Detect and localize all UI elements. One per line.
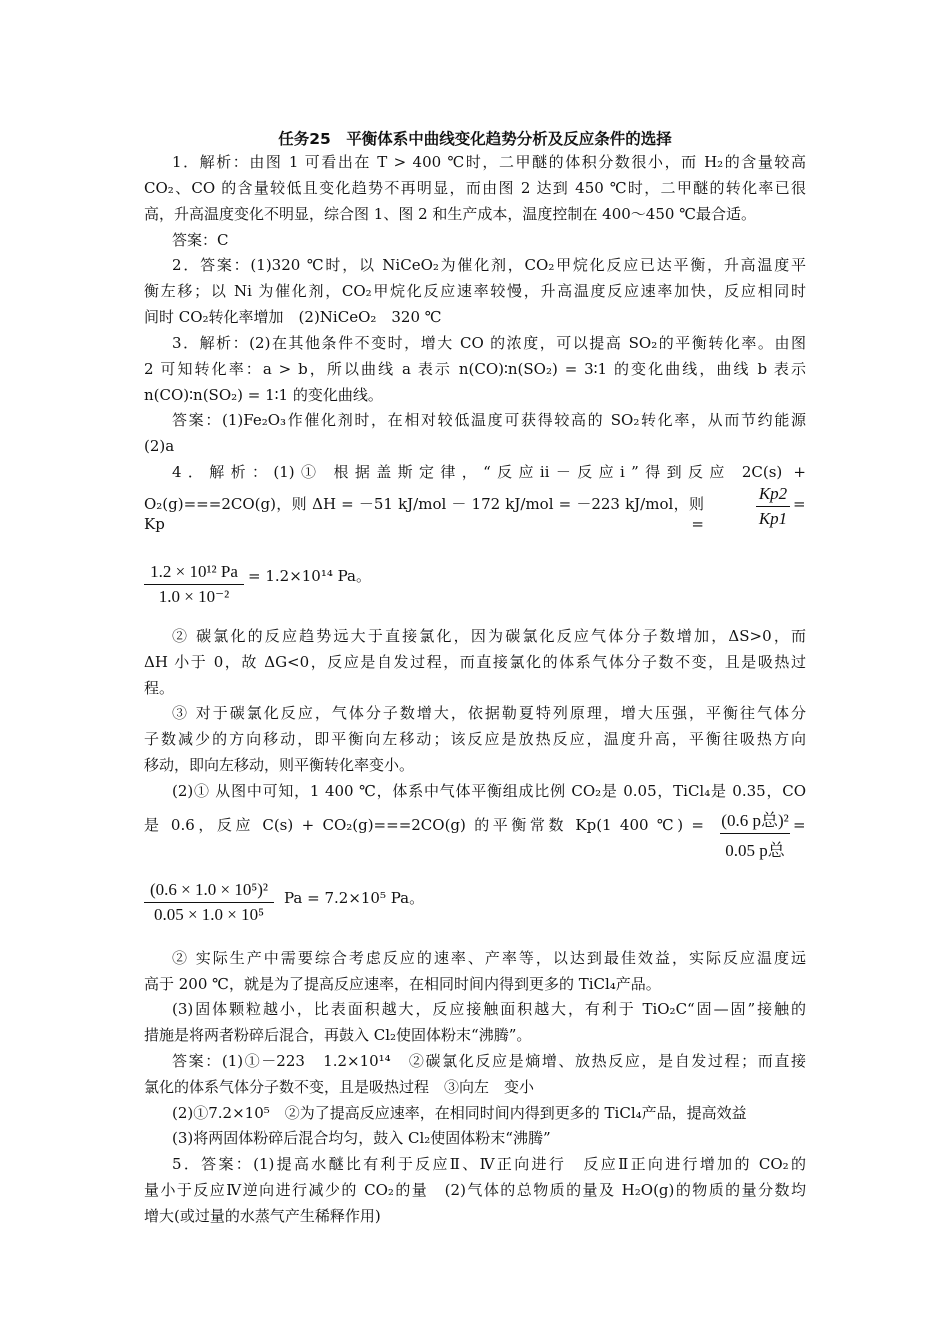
q3-line-1: 3．解析：(2)在其他条件不变时，增大 CO 的浓度，可以提高 SO₂的平衡转化率。由图 — [172, 334, 806, 352]
q4-line-2: O₂(g)===2CO(g)，则 ΔH = －51 kJ/mol － 172 kJ/mol = －223 kJ/mol，则 Kp = — [144, 495, 704, 533]
q4-line-2-equals: = — [793, 495, 806, 513]
q3-answer-line-1: 答案：(1)Fe₂O₃作催化剂时，在相对较低温度可获得较高的 SO₂转化率，从而节约能源 — [172, 411, 806, 429]
page-title: 任务25 平衡体系中曲线变化趋势分析及反应条件的选择 — [278, 130, 672, 148]
fraction-kp-1400-denominator: 0.05 p总 — [725, 841, 785, 860]
q1-line-2: CO₂、CO 的含量较低且变化趋势不再明显，而由图 2 达到 450 ℃时，二甲醚的转化率已很 — [144, 179, 806, 197]
fraction-kp-value-numerator: 1.2 × 10¹² Pa — [150, 562, 238, 581]
q4-p2-line-2: ΔH 小于 0，故 ΔG<0，反应是自发过程，而直接氯化的体系气体分子数不变，且是吸热过 — [144, 653, 806, 671]
fraction-kp-value-denominator: 1.0 × 10⁻² — [158, 587, 230, 606]
q4-answer-line-1: 答案：(1)①－223 1.2×10¹⁴ ②碳氯化反应是熵增、放热反应，是自发过程；而直接 — [172, 1052, 806, 1070]
fraction-kp — [756, 484, 790, 529]
q4-p4-line-1: (2)① 从图中可知，1 400 ℃，体系中气体平衡组成比例 CO₂是 0.05，TiCl₄是 0.35，CO — [172, 782, 806, 800]
q5-line-1: 5．答案：(1)提高水醚比有利于反应Ⅱ、Ⅳ正向进行 反应Ⅱ正向进行增加的 CO₂的 — [172, 1155, 806, 1173]
fraction-kp-value — [144, 562, 244, 607]
q4-answer-line-3: (2)①7.2×10⁵ ②为了提高反应速率，在相同时间内得到更多的 TiCl₄产品，提高效益 — [172, 1104, 747, 1122]
fraction-kp-1400-numerator: (0.6 p总)² — [721, 811, 789, 830]
q2-line-3: 间时 CO₂转化率增加 (2)NiCeO₂ 320 ℃ — [144, 308, 442, 326]
q4-answer-line-2: 氯化的体系气体分子数不变，且是吸热过程 ③向左 变小 — [144, 1078, 535, 1096]
q4-p2-line-3: 程。 — [144, 679, 175, 697]
q4-p4-line-2-equals: = — [793, 816, 806, 834]
q1-answer: 答案：C — [172, 231, 229, 249]
q4-line-1: 4．解析：(1)① 根据盖斯定律，“反应ⅱ－反应ⅰ”得到反应 2C(s) + — [172, 463, 806, 481]
q4-p6-line-2: 措施是将两者粉碎后混合，再鼓入 Cl₂使固体粉末“沸腾”。 — [144, 1026, 532, 1044]
q3-answer-line-2: (2)a — [144, 437, 175, 455]
fraction-kp-1400-value-numerator: (0.6 × 1.0 × 10⁵)² — [149, 880, 269, 899]
q4-p3-line-3: 移动，即向左移动，则平衡转化率变小。 — [144, 756, 415, 774]
q4-p4-line-2: 是 0.6，反应 C(s) + CO₂(g)===2CO(g) 的平衡常数 Kp(1 400 ℃) = — [144, 816, 704, 834]
fraction-kp-denominator: Kp1 — [758, 509, 788, 528]
q3-line-2: 2 可知转化率：a > b，所以曲线 a 表示 n(CO)∶n(SO₂) = 3∶1 的变化曲线，曲线 b 表示 — [144, 360, 806, 378]
q4-p3-line-1: ③ 对于碳氯化反应，气体分子数增大，依据勒夏特列原理，增大压强，平衡往气体分 — [172, 704, 806, 722]
q4-p3-line-2: 子数减少的方向移动，即平衡向左移动；该反应是放热反应，温度升高，平衡往吸热方向 — [144, 730, 806, 748]
q1-line-1: 1．解析：由图 1 可看出在 T > 400 ℃时，二甲醚的体积分数很小，而 H₂的含量较高 — [172, 153, 806, 171]
q5-line-3: 增大(或过量的水蒸气产生稀释作用) — [144, 1207, 381, 1225]
q2-line-2: 衡左移；以 Ni 为催化剂，CO₂甲烷化反应速率较慢，升高温度反应速率加快，反应相同时 — [144, 282, 806, 300]
fraction-kp-1400-value — [144, 880, 274, 925]
q4-line-3: = 1.2×10¹⁴ Pa。 — [248, 567, 372, 585]
q4-p6-line-1: (3)固体颗粒越小，比表面积越大，反应接触面积越大，有利于 TiO₂C“固—固”接触的 — [172, 1000, 806, 1018]
q5-line-2: 量小于反应Ⅳ逆向进行减少的 CO₂的量 (2)气体的总物质的量及 H₂O(g)的物质的量分数均 — [144, 1181, 806, 1199]
q4-p2-line-1: ② 碳氯化的反应趋势远大于直接氯化，因为碳氯化反应气体分子数增加，ΔS>0，而 — [172, 627, 806, 645]
q4-answer-line-4: (3)将两固体粉碎后混合均匀，鼓入 Cl₂使固体粉末“沸腾” — [172, 1129, 551, 1147]
q4-p5-line-1: ② 实际生产中需要综合考虑反应的速率、产率等，以达到最佳效益，实际反应温度远 — [172, 949, 806, 967]
q4-p5-line-2: 高于 200 ℃，就是为了提高反应速率，在相同时间内得到更多的 TiCl₄产品。 — [144, 975, 661, 993]
q2-line-1: 2．答案：(1)320 ℃时，以 NiCeO₂为催化剂，CO₂甲烷化反应已达平衡，升高温度平 — [172, 256, 806, 274]
q1-line-3: 高，升高温度变化不明显，综合图 1、图 2 和生产成本，温度控制在 400～450 ℃最合适。 — [144, 205, 756, 223]
fraction-kp-1400 — [720, 806, 790, 861]
q4-p4-line-3: Pa = 7.2×10⁵ Pa。 — [284, 889, 425, 907]
fraction-kp-1400-value-denominator: 0.05 × 1.0 × 10⁵ — [153, 905, 265, 924]
fraction-kp-numerator: Kp2 — [758, 484, 788, 503]
q3-line-3: n(CO)∶n(SO₂) = 1∶1 的变化曲线。 — [144, 386, 383, 404]
